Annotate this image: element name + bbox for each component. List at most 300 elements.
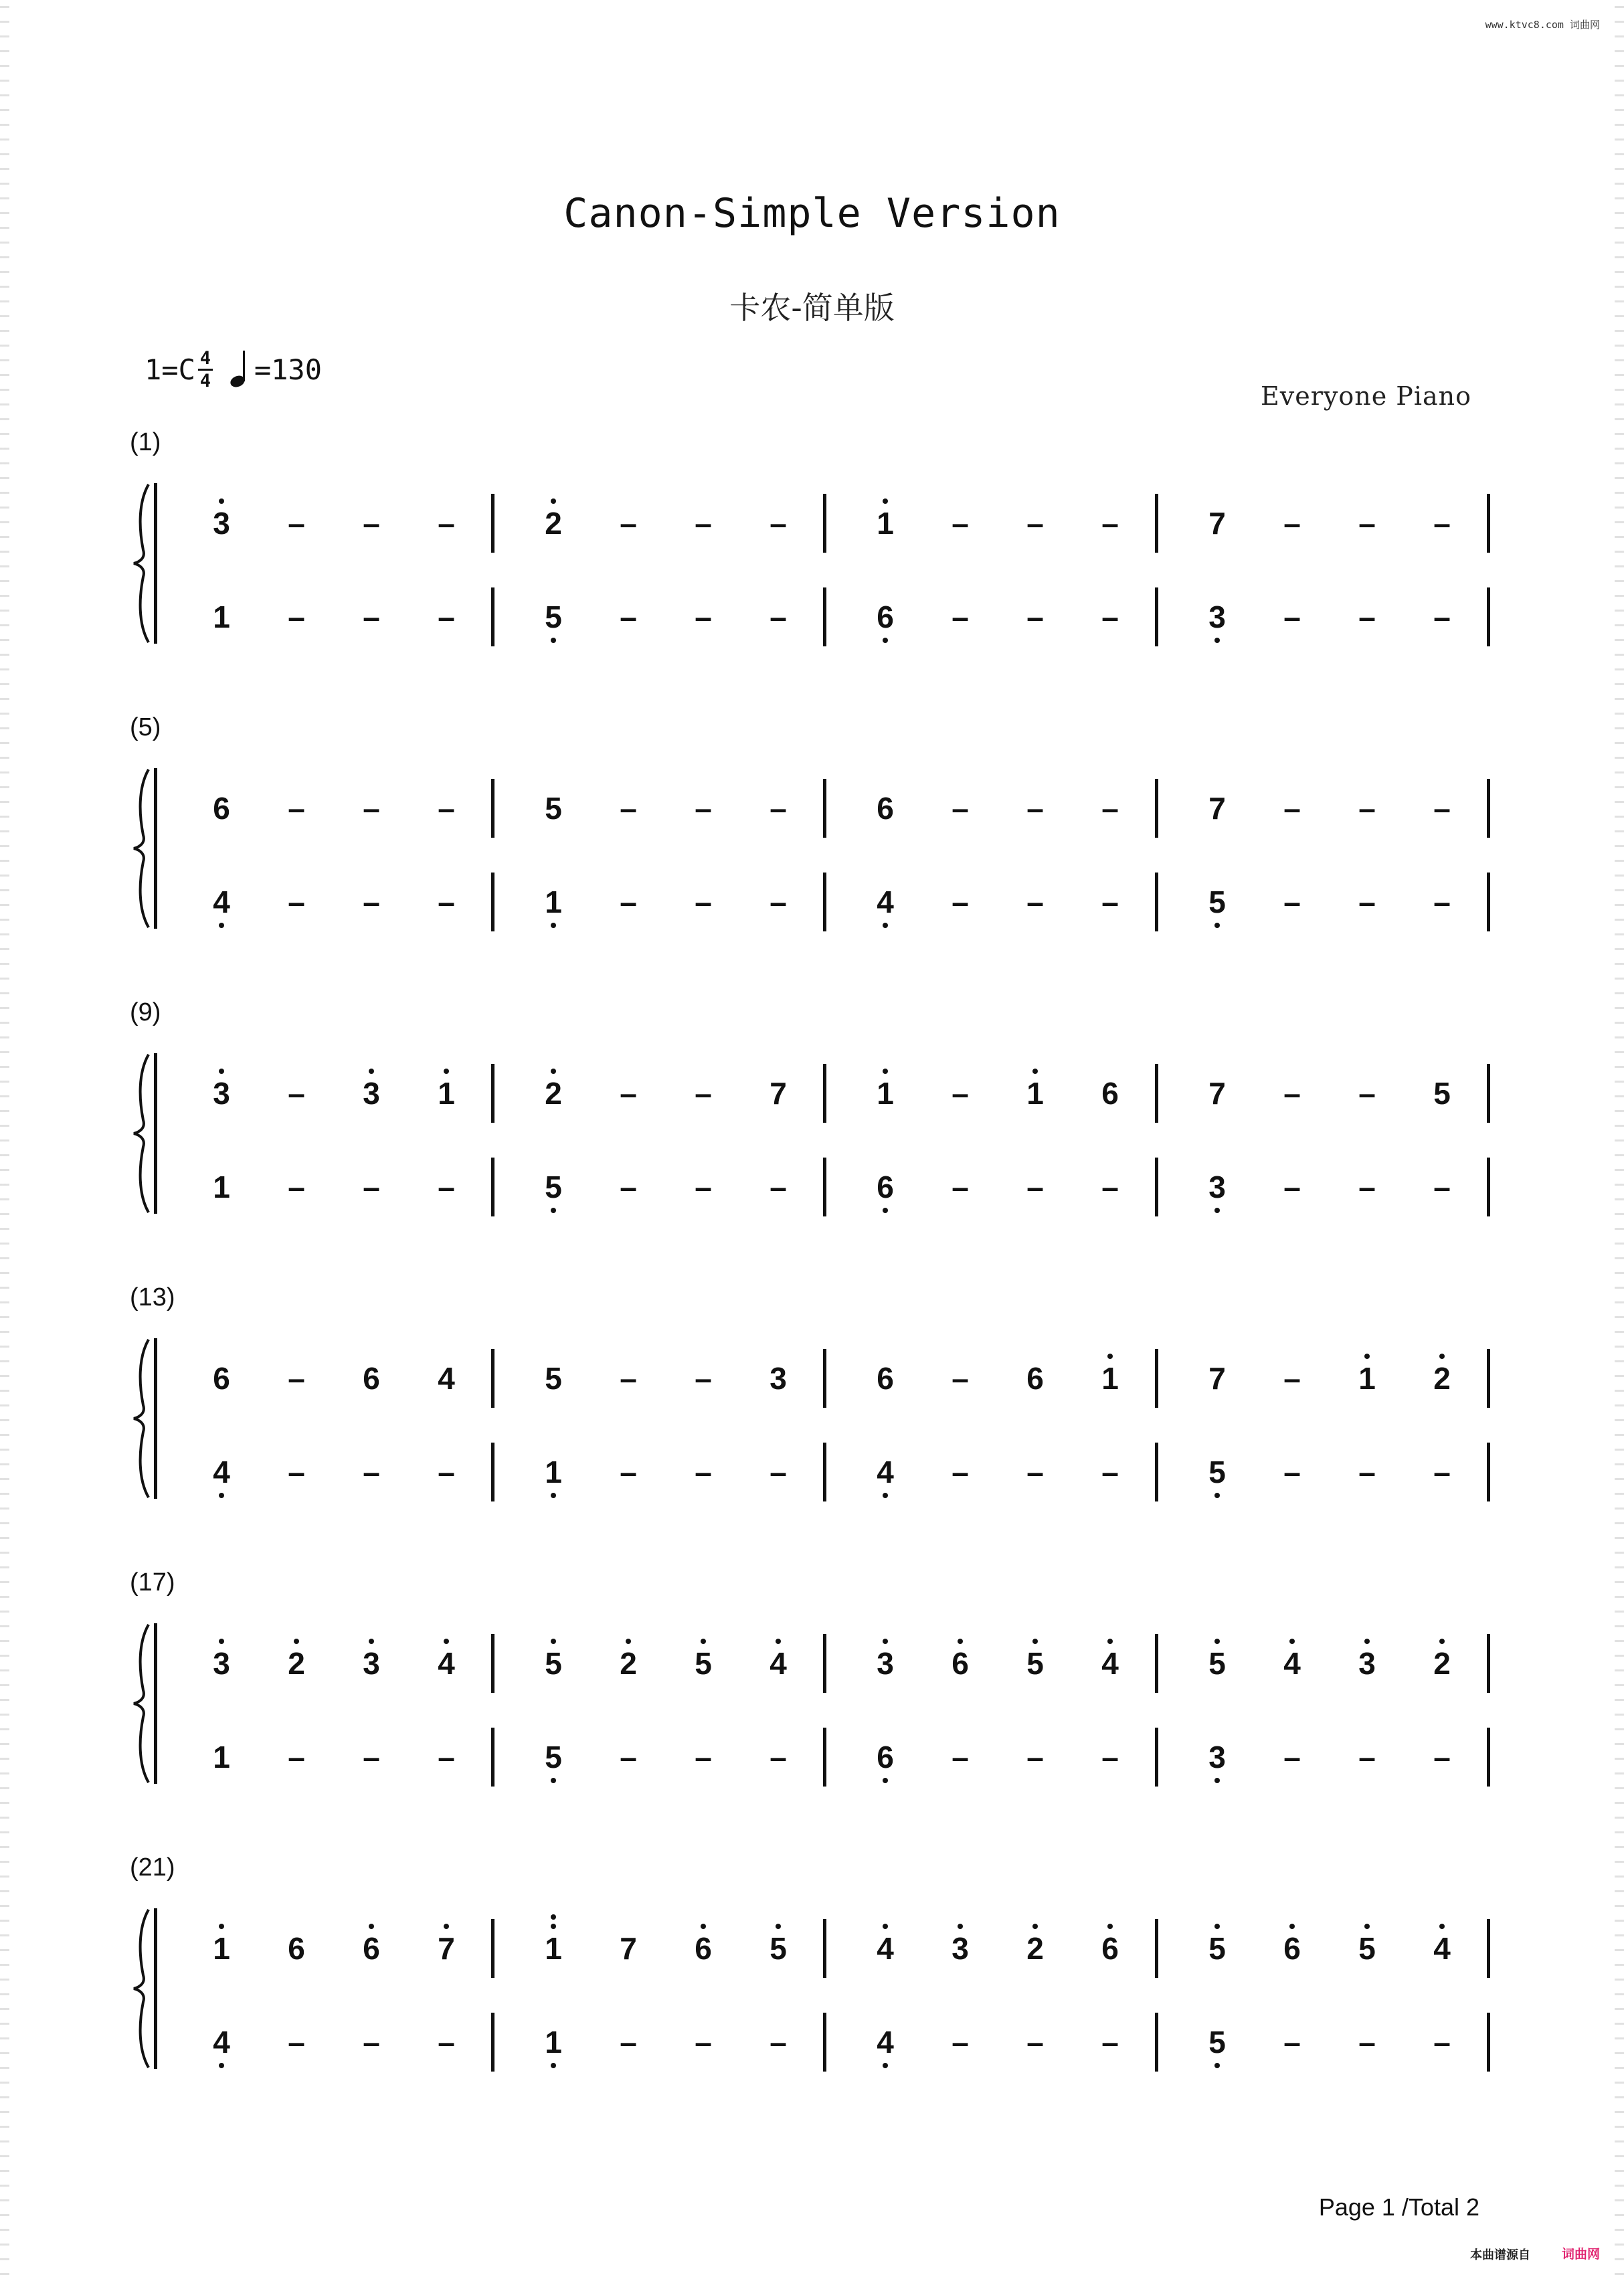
note-digit: –: [1101, 2025, 1119, 2060]
treble-note: [533, 1358, 573, 1398]
note-digit: 6: [1101, 1933, 1119, 1964]
note-digit: –: [770, 791, 787, 826]
sustain-dash: [608, 2022, 648, 2062]
sustain-dash: [1347, 597, 1387, 637]
sustain-dash: [683, 1073, 723, 1113]
treble-note: [1090, 1073, 1130, 1113]
bar-line: [1155, 1349, 1158, 1408]
octave-up-dot: [701, 1639, 706, 1644]
sustain-dash: [608, 1358, 648, 1398]
sustain-dash: [758, 1452, 798, 1492]
treble-note: [940, 1643, 980, 1683]
octave-up-dot: [958, 1639, 963, 1644]
note-digit: 2: [545, 508, 562, 539]
bar-line: [1155, 1158, 1158, 1216]
treble-note: [758, 1358, 798, 1398]
note-digit: –: [770, 1170, 787, 1204]
note-digit: 3: [363, 1648, 380, 1679]
sustain-dash: [758, 1737, 798, 1777]
sustain-dash: [1015, 597, 1055, 637]
sustain-dash: [1090, 2022, 1130, 2062]
bar-line: [823, 1064, 826, 1123]
octave-up-dot: [1107, 1354, 1113, 1359]
octave-down-dot: [883, 1778, 888, 1783]
treble-note: [1422, 1643, 1462, 1683]
note-digit: –: [770, 600, 787, 634]
octave-up-dot: [551, 1914, 556, 1920]
sustain-dash: [758, 882, 798, 922]
sustain-dash: [1272, 1452, 1312, 1492]
note-digit: –: [620, 2025, 637, 2060]
note-digit: 5: [545, 791, 562, 826]
sustain-dash: [758, 2022, 798, 2062]
sustain-dash: [276, 2022, 317, 2062]
sustain-dash: [1015, 2022, 1055, 2062]
note-digit: 1: [213, 1170, 230, 1204]
octave-up-dot: [444, 1639, 449, 1644]
octave-down-dot: [1214, 2063, 1220, 2068]
page-number: Page 1 /Total 2: [1318, 2193, 1479, 2221]
note-digit: –: [620, 1740, 637, 1774]
sustain-dash: [276, 1073, 317, 1113]
key-label: 1=C: [145, 353, 195, 386]
note-digit: –: [1026, 1170, 1044, 1204]
note-digit: 6: [877, 602, 894, 632]
note-digit: 2: [620, 1648, 637, 1679]
note-digit: –: [620, 506, 637, 541]
note-digit: –: [363, 2025, 380, 2060]
note-digit: 3: [1358, 1648, 1376, 1679]
note-digit: –: [1433, 600, 1451, 634]
note-digit: –: [1283, 791, 1301, 826]
note-digit: 5: [545, 1742, 562, 1772]
system-start-line: [154, 768, 157, 929]
sustain-dash: [683, 1167, 723, 1207]
note-digit: –: [620, 791, 637, 826]
sustain-dash: [683, 503, 723, 543]
note-digit: –: [363, 1455, 380, 1489]
note-digit: –: [288, 506, 305, 541]
note-digit: –: [1433, 506, 1451, 541]
note-digit: –: [363, 791, 380, 826]
note-digit: 2: [1433, 1648, 1451, 1679]
note-digit: –: [695, 1076, 712, 1111]
bar-line: [823, 587, 826, 646]
note-digit: –: [1283, 885, 1301, 919]
note-digit: –: [952, 1740, 969, 1774]
bar-line: [491, 1443, 494, 1501]
treble-note: [1422, 1928, 1462, 1969]
sustain-dash: [608, 1073, 648, 1113]
note-digit: –: [288, 2025, 305, 2060]
treble-note: [351, 1643, 391, 1683]
note-digit: –: [288, 1455, 305, 1489]
site-watermark: www.ktvc8.com 词曲网: [1485, 19, 1600, 31]
octave-up-dot: [1439, 1354, 1445, 1359]
note-digit: –: [1283, 1455, 1301, 1489]
sustain-dash: [608, 1737, 648, 1777]
bar-line: [491, 1158, 494, 1216]
sustain-dash: [1422, 1167, 1462, 1207]
note-digit: –: [363, 1740, 380, 1774]
octave-up-dot: [883, 1924, 888, 1929]
octave-up-dot: [551, 1069, 556, 1074]
octave-down-dot: [883, 1493, 888, 1498]
bass-note: [865, 1167, 905, 1207]
sustain-dash: [351, 1737, 391, 1777]
treble-note: [201, 503, 242, 543]
treble-note: [1015, 1643, 1055, 1683]
footer-source-text: 本曲谱源自: [1470, 2248, 1530, 2262]
sustain-dash: [1272, 1358, 1312, 1398]
bar-line: [823, 494, 826, 553]
bar-line: [823, 1443, 826, 1501]
note-digit: 5: [1208, 887, 1226, 917]
note-digit: 1: [1358, 1363, 1376, 1394]
note-digit: –: [1026, 506, 1044, 541]
note-digit: 1: [877, 508, 894, 539]
treble-note: [608, 1643, 648, 1683]
note-digit: –: [1433, 885, 1451, 919]
sustain-dash: [1272, 1167, 1312, 1207]
system-start-line: [154, 483, 157, 644]
octave-up-dot: [369, 1639, 374, 1644]
note-digit: 5: [1358, 1933, 1376, 1964]
treble-note: [1015, 1358, 1055, 1398]
treble-note: [201, 1073, 242, 1113]
note-digit: –: [952, 600, 969, 634]
octave-down-dot: [1214, 638, 1220, 643]
note-digit: –: [1101, 1455, 1119, 1489]
bar-line: [823, 1349, 826, 1408]
note-digit: –: [695, 1740, 712, 1774]
bar-line: [491, 873, 494, 931]
note-digit: 1: [545, 1933, 562, 1964]
treble-note: [426, 1928, 466, 1969]
time-signature-bottom: 4: [199, 370, 211, 391]
note-digit: –: [1358, 1740, 1376, 1774]
note-digit: –: [952, 885, 969, 919]
note-digit: 5: [695, 1648, 712, 1679]
bar-line: [491, 1728, 494, 1787]
right-edge-decoration: [1615, 0, 1624, 2283]
note-digit: –: [288, 1170, 305, 1204]
sustain-dash: [426, 1452, 466, 1492]
measure-number: (17): [130, 1568, 175, 1596]
note-digit: 6: [363, 1933, 380, 1964]
note-digit: –: [695, 600, 712, 634]
note-digit: 5: [1208, 1648, 1226, 1679]
sustain-dash: [758, 597, 798, 637]
note-digit: –: [1283, 1361, 1301, 1396]
note-digit: –: [770, 885, 787, 919]
sustain-dash: [351, 1167, 391, 1207]
sustain-dash: [276, 1167, 317, 1207]
treble-note: [1347, 1928, 1387, 1969]
bar-line: [1487, 494, 1490, 553]
note-digit: –: [1283, 1076, 1301, 1111]
note-digit: 1: [545, 2027, 562, 2058]
octave-down-dot: [551, 638, 556, 643]
bass-note: [1197, 882, 1237, 922]
bar-line: [491, 2013, 494, 2072]
bass-note: [201, 1452, 242, 1492]
treble-note: [1090, 1928, 1130, 1969]
note-digit: 4: [213, 887, 230, 917]
note-digit: 5: [545, 602, 562, 632]
bass-note: [201, 1737, 242, 1777]
note-digit: 6: [877, 1742, 894, 1772]
note-digit: 2: [1026, 1933, 1044, 1964]
grand-staff-system: [131, 483, 1490, 644]
bar-line: [491, 494, 494, 553]
sustain-dash: [758, 1167, 798, 1207]
bar-line: [823, 873, 826, 931]
note-digit: 4: [1101, 1648, 1119, 1679]
system-start-line: [154, 1053, 157, 1214]
octave-up-dot: [444, 1924, 449, 1929]
note-digit: –: [363, 1170, 380, 1204]
sustain-dash: [276, 1452, 317, 1492]
note-digit: –: [695, 2025, 712, 2060]
note-digit: 4: [213, 2027, 230, 2058]
note-digit: –: [363, 600, 380, 634]
sustain-dash: [940, 597, 980, 637]
note-digit: 4: [770, 1648, 787, 1679]
note-digit: –: [1283, 1740, 1301, 1774]
sustain-dash: [608, 1452, 648, 1492]
sustain-dash: [1347, 882, 1387, 922]
bass-note: [1197, 1737, 1237, 1777]
note-digit: –: [695, 506, 712, 541]
measure-number: (21): [130, 1853, 175, 1882]
bar-line: [1487, 1443, 1490, 1501]
bar-line: [491, 779, 494, 838]
treble-note: [865, 1073, 905, 1113]
treble-note: [1197, 1358, 1237, 1398]
sustain-dash: [1272, 503, 1312, 543]
bar-line: [491, 587, 494, 646]
note-digit: –: [1358, 600, 1376, 634]
sustain-dash: [608, 597, 648, 637]
note-digit: –: [695, 885, 712, 919]
treble-note: [533, 1073, 573, 1113]
note-digit: 6: [1101, 1076, 1119, 1111]
treble-note: [1090, 1643, 1130, 1683]
treble-note: [1090, 1358, 1130, 1398]
bar-line: [1155, 873, 1158, 931]
sustain-dash: [276, 597, 317, 637]
sustain-dash: [608, 788, 648, 828]
note-digit: –: [438, 1455, 455, 1489]
treble-note: [533, 1928, 573, 1969]
sustain-dash: [276, 1358, 317, 1398]
sustain-dash: [1347, 788, 1387, 828]
grand-staff-system: [131, 768, 1490, 929]
note-digit: –: [438, 885, 455, 919]
sustain-dash: [426, 1167, 466, 1207]
note-digit: 7: [1208, 791, 1226, 826]
sustain-dash: [683, 882, 723, 922]
note-digit: 3: [952, 1933, 969, 1964]
note-digit: –: [1283, 506, 1301, 541]
bass-note: [865, 2022, 905, 2062]
octave-up-dot: [219, 1639, 224, 1644]
sustain-dash: [426, 503, 466, 543]
octave-up-dot: [219, 498, 224, 504]
note-digit: –: [1358, 885, 1376, 919]
bar-line: [1155, 2013, 1158, 2072]
note-digit: 6: [695, 1933, 712, 1964]
note-digit: 3: [213, 1078, 230, 1109]
bass-note: [1197, 1452, 1237, 1492]
sustain-dash: [276, 1737, 317, 1777]
sustain-dash: [683, 2022, 723, 2062]
measure-number: (5): [130, 713, 161, 741]
treble-note: [426, 1643, 466, 1683]
treble-note: [865, 503, 905, 543]
sustain-dash: [1015, 1452, 1055, 1492]
treble-note: [1197, 788, 1237, 828]
sustain-dash: [1422, 503, 1462, 543]
bass-note: [1197, 597, 1237, 637]
octave-up-dot: [1214, 1924, 1220, 1929]
sustain-dash: [940, 1737, 980, 1777]
bar-line: [823, 2013, 826, 2072]
bar-line: [491, 1919, 494, 1978]
note-digit: 6: [1283, 1933, 1301, 1964]
note-digit: –: [438, 600, 455, 634]
sustain-dash: [1272, 597, 1312, 637]
note-digit: –: [620, 600, 637, 634]
bass-note: [533, 1737, 573, 1777]
sustain-dash: [1347, 1167, 1387, 1207]
note-digit: 4: [877, 1457, 894, 1487]
treble-note: [201, 1928, 242, 1969]
note-digit: –: [770, 2025, 787, 2060]
score-subtitle: 卡农-简单版: [729, 290, 895, 326]
note-digit: –: [1101, 885, 1119, 919]
treble-note: [1347, 1643, 1387, 1683]
sustain-dash: [608, 503, 648, 543]
bass-note: [201, 597, 242, 637]
bar-line: [1487, 1158, 1490, 1216]
sustain-dash: [426, 788, 466, 828]
note-digit: –: [1283, 600, 1301, 634]
treble-note: [865, 1928, 905, 1969]
sustain-dash: [1015, 503, 1055, 543]
sustain-dash: [1015, 882, 1055, 922]
octave-up-dot: [776, 1924, 781, 1929]
sustain-dash: [1090, 1452, 1130, 1492]
bass-note: [533, 882, 573, 922]
bar-line: [1487, 587, 1490, 646]
note-digit: 7: [620, 1931, 637, 1966]
note-digit: –: [1358, 2025, 1376, 2060]
arranger-credit: Everyone Piano: [1261, 381, 1471, 411]
sustain-dash: [1272, 882, 1312, 922]
note-digit: 2: [1433, 1363, 1451, 1394]
sustain-dash: [1347, 1452, 1387, 1492]
treble-note: [1197, 1928, 1237, 1969]
note-digit: 1: [1026, 1078, 1044, 1109]
brace-icon: [131, 768, 153, 929]
tempo-label: =130: [254, 353, 323, 386]
treble-note: [1015, 1928, 1055, 1969]
sustain-dash: [351, 1452, 391, 1492]
note-digit: 5: [545, 1648, 562, 1679]
treble-note: [533, 1643, 573, 1683]
sustain-dash: [683, 597, 723, 637]
footer-site-logo: 词曲网: [1561, 2247, 1600, 2262]
treble-note: [351, 1073, 391, 1113]
sustain-dash: [940, 1452, 980, 1492]
sustain-dash: [351, 597, 391, 637]
note-digit: –: [1026, 2025, 1044, 2060]
octave-down-dot: [883, 923, 888, 928]
octave-up-dot: [701, 1924, 706, 1929]
note-digit: –: [695, 791, 712, 826]
octave-up-dot: [551, 1924, 556, 1929]
note-digit: 6: [363, 1361, 380, 1396]
note-digit: –: [288, 791, 305, 826]
note-digit: 7: [1208, 1076, 1226, 1111]
note-digit: –: [438, 2025, 455, 2060]
bar-line: [823, 1634, 826, 1693]
octave-down-dot: [551, 1493, 556, 1498]
treble-note: [351, 1358, 391, 1398]
note-digit: 3: [213, 1648, 230, 1679]
treble-note: [1347, 1358, 1387, 1398]
octave-up-dot: [1439, 1639, 1445, 1644]
octave-down-dot: [219, 2063, 224, 2068]
note-digit: 3: [1208, 602, 1226, 632]
sustain-dash: [426, 2022, 466, 2062]
note-digit: –: [770, 1740, 787, 1774]
octave-up-dot: [626, 1639, 631, 1644]
note-digit: –: [1283, 2025, 1301, 2060]
system-start-line: [154, 1623, 157, 1784]
measure-number: (9): [130, 998, 161, 1026]
bass-note: [1197, 1167, 1237, 1207]
time-signature: [198, 349, 213, 390]
note-digit: 1: [213, 1933, 230, 1964]
note-digit: –: [620, 1076, 637, 1111]
bar-line: [491, 1064, 494, 1123]
note-digit: 4: [877, 1933, 894, 1964]
note-digit: –: [363, 885, 380, 919]
octave-up-dot: [1107, 1639, 1113, 1644]
bass-note: [865, 1737, 905, 1777]
note-digit: 6: [288, 1931, 305, 1966]
time-signature-top: 4: [199, 347, 211, 369]
sustain-dash: [351, 882, 391, 922]
note-digit: 6: [877, 1172, 894, 1202]
sustain-dash: [940, 1167, 980, 1207]
octave-up-dot: [219, 1069, 224, 1074]
note-digit: –: [1101, 1740, 1119, 1774]
note-digit: –: [620, 1170, 637, 1204]
bar-line: [1155, 1919, 1158, 1978]
octave-up-dot: [1364, 1924, 1370, 1929]
sustain-dash: [940, 503, 980, 543]
sustain-dash: [1422, 882, 1462, 922]
sustain-dash: [1272, 1073, 1312, 1113]
sustain-dash: [426, 597, 466, 637]
note-digit: –: [770, 1455, 787, 1489]
octave-down-dot: [551, 923, 556, 928]
octave-up-dot: [551, 498, 556, 504]
